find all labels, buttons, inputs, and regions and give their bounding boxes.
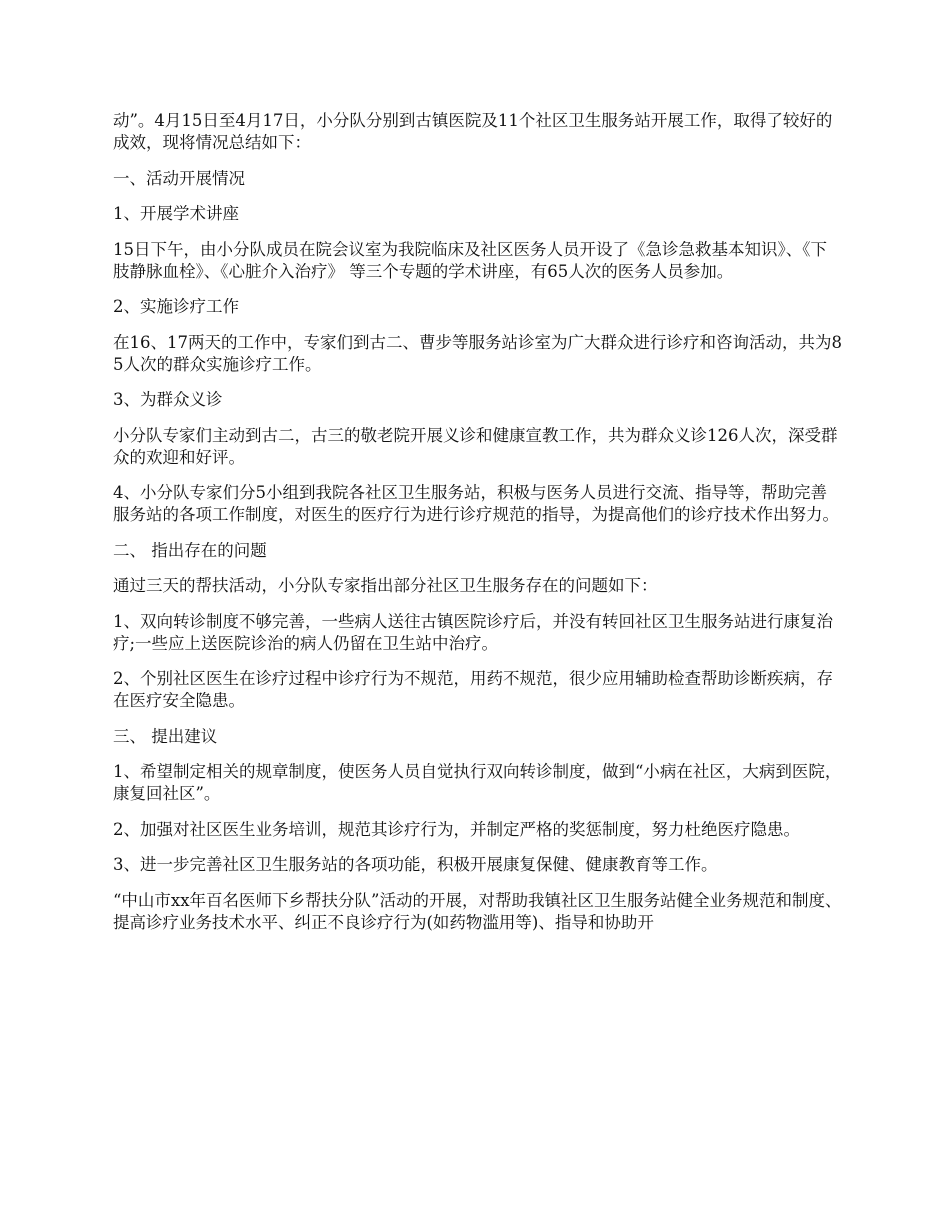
- section-heading-problems: 二、 指出存在的问题: [113, 540, 267, 560]
- section-heading-suggestions: 三、 提出建议: [113, 726, 218, 746]
- paragraph-free-clinic: 小分队专家们主动到古二，古三的敬老院开展义诊和健康宣教工作，共为群众义诊126人次，深受群众的欢迎和好评。: [113, 425, 838, 467]
- paragraph-problem-practice: 2、个别社区医生在诊疗过程中诊疗行为不规范，用药不规范，很少应用辅助检查帮助诊断疾病，存在医疗安全隐患。: [113, 669, 833, 710]
- paragraph-conclusion: “中山市xx年百名医师下乡帮扶分队”活动的开展，对帮助我镇社区卫生服务站健全业务规范和制度、提高诊疗业务技术水平、纠正不良诊疗行为(如药物滥用等)、指导和协助开: [113, 890, 842, 932]
- document-page: [113, 110, 843, 947]
- subheading-diagnosis: 2、实施诊疗工作: [113, 297, 239, 316]
- paragraph-suggestion-functions: 3、进一步完善社区卫生服务站的各项功能，积极开展康复保健、健康教育等工作。: [113, 855, 718, 874]
- paragraph-problem-referral: 1、双向转诊制度不够完善，一些病人送往古镇医院诊疗后，并没有转回社区卫生服务站进行康复治疗;一些应上送医院诊治的病人仍留在卫生站中治疗。: [113, 611, 833, 653]
- paragraph-service-stations: 4、小分队专家们分5小组到我院各社区卫生服务站，积极与医务人员进行交流、指导等，帮助完善服务站的各项工作制度，对医生的医疗行为进行诊疗规范的指导，为提高他们的诊疗技术作出努力。: [113, 483, 839, 524]
- paragraph-diagnosis: 在16、17两天的工作中，专家们到古二、曹步等服务站诊室为广大群众进行诊疗和咨询活动，共为85人次的群众实施诊疗工作。: [113, 332, 842, 374]
- section-heading-activities: 一、活动开展情况: [113, 168, 245, 188]
- subheading-lectures: 1、开展学术讲座: [113, 204, 239, 223]
- paragraph-lectures: 15日下午，由小分队成员在院会议室为我院临床及社区医务人员开设了《急诊急救基本知识》、《下肢静脉血栓》、《心脏介入治疗》 等三个专题的学术讲座，有65人次的医务人员参加。: [113, 239, 827, 281]
- paragraph-suggestion-training: 2、加强对社区医生业务培训，规范其诊疗行为，并制定严格的奖惩制度，努力杜绝医疗隐患。: [113, 819, 800, 839]
- subheading-free-clinic: 3、为群众义诊: [113, 390, 223, 409]
- paragraph-suggestion-rules: 1、希望制定相关的规章制度，使医务人员自觉执行双向转诊制度，做到“小病在社区，大病到医院，康复回社区”。: [113, 762, 842, 803]
- paragraph-problems-intro: 通过三天的帮扶活动，小分队专家指出部分社区卫生服务存在的问题如下：: [113, 576, 658, 595]
- paragraph-intro: 动”。4月15日至4月17日，小分队分别到古镇医院及11个社区卫生服务站开展工作，取得了较好的成效，现将情况总结如下：: [113, 111, 833, 152]
